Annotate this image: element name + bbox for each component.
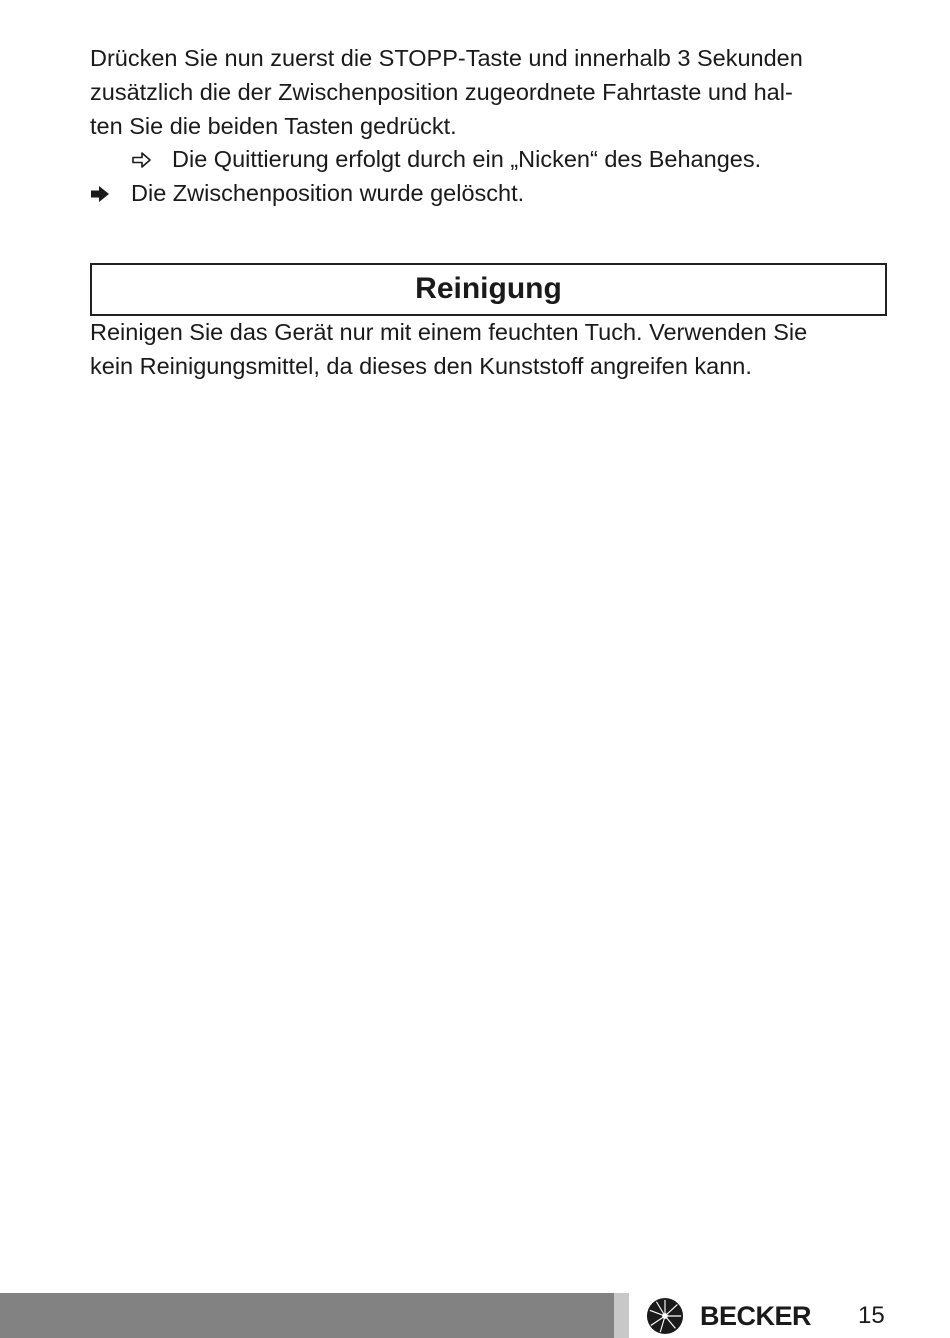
becker-logo-icon [646,1297,684,1335]
section-body [90,316,887,384]
intro-line-3: ten Sie die beiden Tasten gedrückt. [90,112,457,139]
done-text: Die Zwischenposition wurde gelöscht. [131,180,525,207]
solid-right-arrow-icon [90,185,110,203]
section-body-line-1: Reinigen Sie das Gerät nur mit einem feuchten Tuch. Verwenden Sie [90,318,808,345]
brand-name: BECKER [700,1301,812,1331]
page-content [90,42,887,384]
section-title: Reinigung [415,272,562,306]
intro-paragraph [90,42,887,143]
result-text: Die Quittierung erfolgt durch ein „Nicken“ des Behanges. [172,146,762,173]
section-heading-box [90,263,887,316]
page-footer [0,1293,950,1338]
intro-line-2: zusätzlich die der Zwischenposition zugeordnete Fahrtaste und hal- [90,78,793,105]
section-body-line-2: kein Reinigungsmittel, da dieses den Kunststoff angreifen kann. [90,352,752,379]
result-item [90,143,887,177]
done-item [90,177,887,211]
footer-bar [0,1293,614,1338]
page-number: 15 [858,1302,885,1329]
intro-line-1: Drücken Sie nun zuerst die STOPP-Taste und innerhalb 3 Sekunden [90,45,803,71]
outline-right-arrow-icon [132,151,152,169]
footer-accent [614,1293,629,1338]
